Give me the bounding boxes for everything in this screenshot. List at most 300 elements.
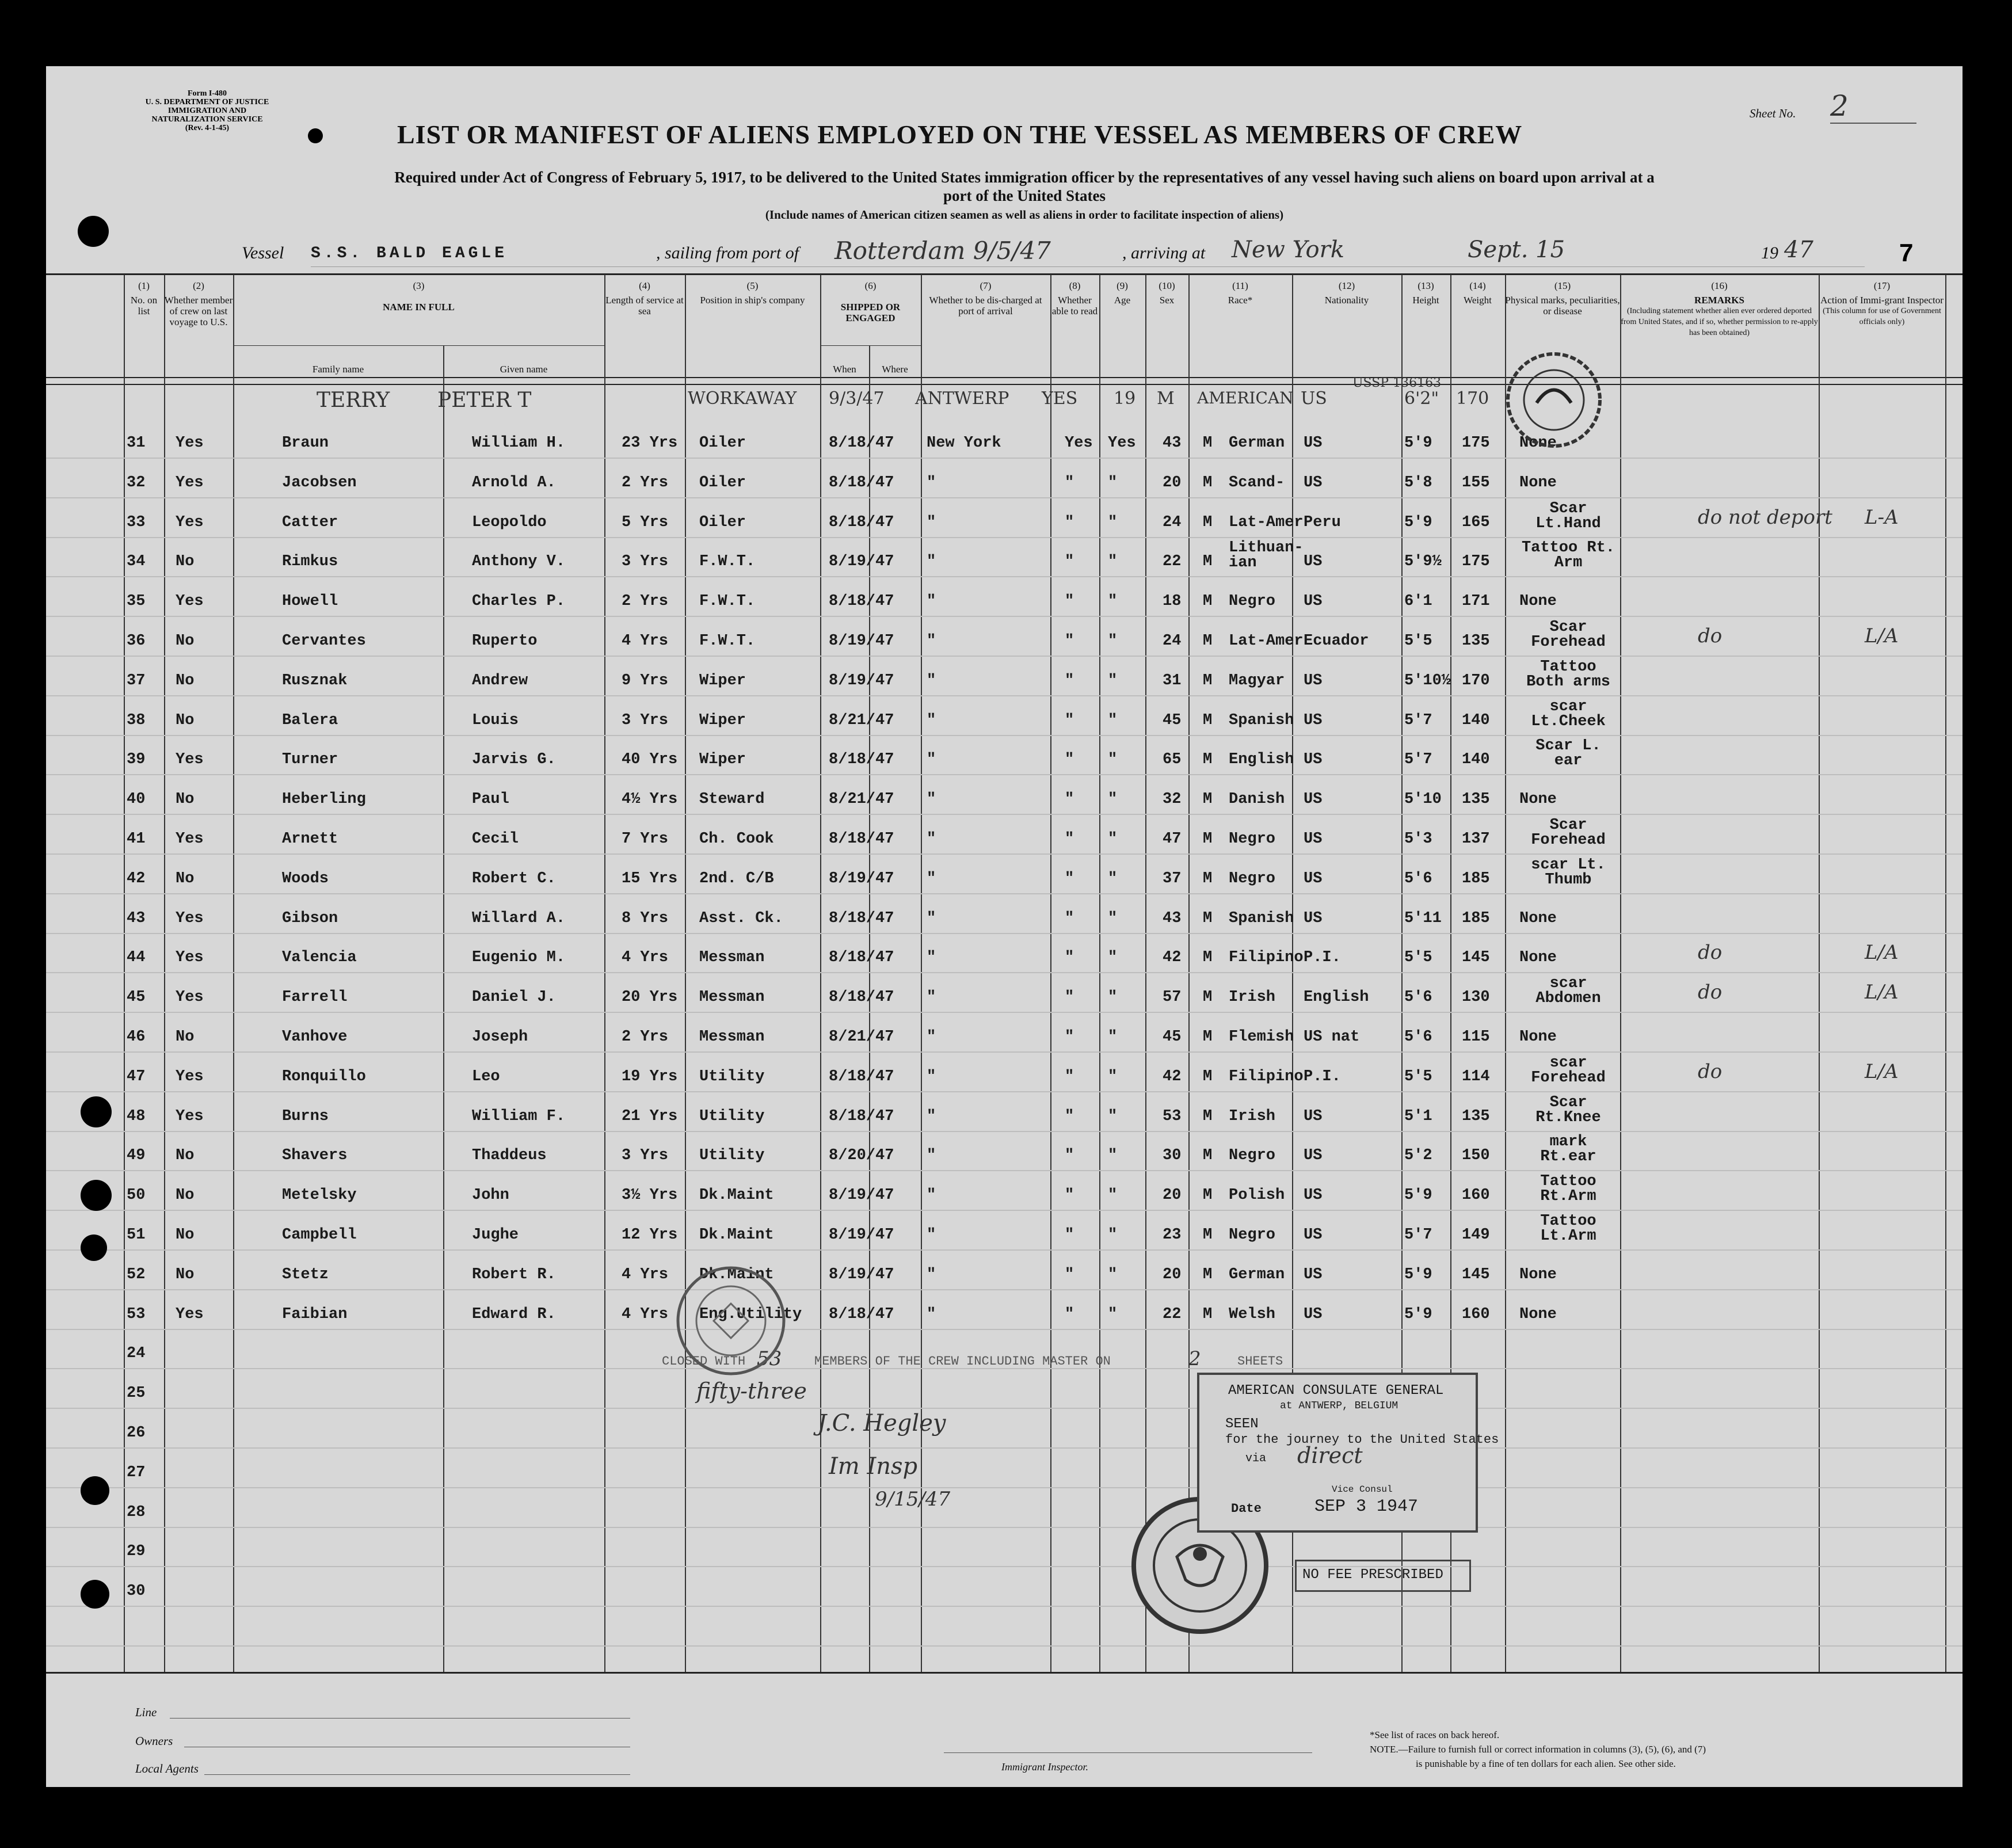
column-sublabel: (Including statement whether alien ever ordered deported from United States, and if so, whether permission to re-apply has been obtained): [1621, 307, 1818, 337]
nationality: US: [1304, 1266, 1323, 1283]
row-rule: [46, 1645, 1963, 1647]
column-number: (7): [980, 280, 992, 291]
shipped-when: 8/18/47: [829, 989, 894, 1007]
top-age: 19: [1114, 388, 1136, 409]
column-number: (17): [1873, 280, 1891, 291]
shipped-when: 8/18/47: [829, 751, 894, 769]
height: 5'1: [1404, 1107, 1432, 1125]
column-header: [1188, 280, 1292, 306]
race: Scand-: [1229, 474, 1285, 491]
form-id-block: [132, 89, 282, 132]
shipped-when: 8/18/47: [829, 909, 894, 927]
given-name: Leopoldo: [472, 513, 547, 531]
service: IMMIGRATION AND NATURALIZATION SERVICE: [151, 106, 263, 124]
service-length: 4 Yrs: [622, 1305, 669, 1323]
shipped-where: ": [927, 909, 936, 927]
last-voyage: No: [176, 711, 195, 729]
position: Dk.Maint: [699, 1266, 774, 1283]
row-number: 41: [127, 830, 146, 848]
age: 65: [1163, 751, 1182, 769]
able-to-read: ": [1108, 791, 1118, 809]
table-row: [46, 539, 1963, 593]
age: 45: [1163, 711, 1182, 729]
column-number: (6): [864, 280, 877, 291]
punch-dot: [308, 128, 323, 143]
discharged: ": [1065, 553, 1074, 571]
service-length: 7 Yrs: [622, 830, 669, 848]
row-rule: [46, 1487, 1963, 1488]
age: 43: [1163, 909, 1182, 927]
nationality: US: [1304, 1226, 1323, 1244]
shipped-when: 8/19/47: [829, 1266, 894, 1283]
column-number: (11): [1232, 280, 1248, 291]
height: 5'7: [1404, 751, 1432, 769]
weight: 185: [1462, 870, 1490, 887]
shipped-where: ": [927, 791, 936, 809]
physical-marks: Tattoo Rt. Arm: [1521, 539, 1615, 572]
height: 6'1: [1404, 593, 1432, 611]
family-name: Ronquillo: [282, 1068, 366, 1085]
binder-hole: [81, 1234, 107, 1261]
weight: 135: [1462, 791, 1490, 809]
column-sublabel: Family name: [312, 364, 364, 375]
shipped-where: New York: [927, 435, 1001, 452]
stamp-date-label: Date: [1231, 1502, 1262, 1516]
remarks: do: [1698, 624, 1723, 647]
height: 5'5: [1404, 632, 1432, 650]
physical-marks: None: [1519, 474, 1557, 491]
shipped-when: 8/18/47: [829, 1068, 894, 1085]
nationality: US: [1304, 1107, 1323, 1125]
given-name: Andrew: [472, 672, 528, 689]
last-voyage: Yes: [176, 830, 204, 848]
service-length: 40 Yrs: [622, 751, 678, 769]
nationality: US: [1304, 1187, 1323, 1205]
given-name: Jughe: [472, 1226, 519, 1244]
race: Negro: [1229, 870, 1276, 887]
column-header: [124, 280, 164, 317]
family-name: Gibson: [282, 909, 338, 927]
inspector-action: L-A: [1865, 505, 1899, 529]
nationality: English: [1304, 989, 1369, 1007]
table-row: [46, 817, 1963, 870]
top-when: 9/3/47: [829, 388, 885, 409]
physical-marks: Scar Forehead: [1531, 619, 1606, 651]
last-voyage: Yes: [176, 1068, 204, 1085]
column-header: [1401, 280, 1450, 306]
sex: M: [1203, 513, 1213, 531]
sheet-label: Sheet No.: [1750, 106, 1796, 120]
column-label: Sex: [1159, 295, 1175, 306]
race: Negro: [1229, 593, 1276, 611]
row-number: 42: [127, 870, 146, 887]
row-number: 39: [127, 751, 146, 769]
weight: 150: [1462, 1147, 1490, 1165]
family-name: Rusznak: [282, 672, 348, 689]
able-to-read: ": [1108, 870, 1118, 887]
service-length: 15 Yrs: [622, 870, 678, 887]
discharged: ": [1065, 1187, 1074, 1205]
height: 5'6: [1404, 1028, 1432, 1046]
age: 20: [1163, 1187, 1182, 1205]
height: 5'10½: [1404, 672, 1451, 689]
column-label: Age: [1114, 295, 1131, 306]
discharged: ": [1065, 1028, 1074, 1046]
sheets-count: 2: [1188, 1347, 1201, 1370]
position: 2nd. C/B: [699, 870, 774, 887]
required-line-2: port of the United States: [943, 187, 1106, 204]
given-name: Anthony V.: [472, 553, 566, 571]
shipped-where: ": [927, 1226, 936, 1244]
race: Polish: [1229, 1187, 1285, 1205]
service-length: 4½ Yrs: [622, 791, 678, 809]
physical-marks: scar Lt.Cheek: [1531, 698, 1606, 730]
inspector-action: L/A: [1865, 624, 1899, 647]
nationality: US: [1304, 1147, 1323, 1165]
nationality: US nat: [1304, 1028, 1360, 1046]
given-name: Willard A.: [472, 909, 566, 927]
sex: M: [1203, 989, 1213, 1007]
weight: 170: [1462, 672, 1490, 689]
table-row: [46, 658, 1963, 712]
able-to-read: ": [1108, 909, 1118, 927]
top-entry-row: [46, 376, 1963, 423]
shipped-when: 8/18/47: [829, 1305, 894, 1323]
given-name: Edward R.: [472, 1305, 556, 1323]
service-length: 12 Yrs: [622, 1226, 678, 1244]
row-number: 37: [127, 672, 146, 689]
age: 37: [1163, 870, 1182, 887]
table-row: [46, 910, 1963, 950]
family-name: Burns: [282, 1107, 329, 1125]
column-sublabel: (This column for use of Government officials only): [1823, 307, 1941, 326]
family-name: Howell: [282, 593, 338, 611]
sheets-label: SHEETS: [1237, 1354, 1283, 1369]
family-name: Metelsky: [282, 1187, 357, 1205]
physical-marks: Scar L. ear: [1535, 737, 1601, 770]
able-to-read: ": [1108, 830, 1118, 848]
row-number: 36: [127, 632, 146, 650]
discharged: ": [1065, 870, 1074, 887]
column-header: [1819, 280, 1945, 327]
column-header: [1505, 280, 1620, 317]
empty-row-number: 26: [127, 1424, 146, 1442]
sex: M: [1203, 830, 1213, 848]
empty-row-number: 28: [127, 1503, 146, 1521]
position: Eng.Utility: [699, 1305, 802, 1323]
empty-row-number: 27: [127, 1464, 146, 1481]
column-label: Race*: [1228, 295, 1253, 306]
stamp-journey: for the journey to the United States: [1225, 1432, 1499, 1447]
family-name: Braun: [282, 435, 329, 452]
row-number: 40: [127, 791, 146, 809]
age: 20: [1163, 474, 1182, 491]
discharged: ": [1065, 830, 1074, 848]
sex: M: [1203, 672, 1213, 689]
height: 5'7: [1404, 1226, 1432, 1244]
service-length: 20 Yrs: [622, 989, 678, 1007]
height: 5'9: [1404, 513, 1432, 531]
service-length: 4 Yrs: [622, 632, 669, 650]
family-name: Stetz: [282, 1266, 329, 1283]
column-label: Action of Immi-grant Inspector: [1820, 295, 1944, 306]
given-name: Cecil: [472, 830, 519, 848]
required-line-1: Required under Act of Congress of February 5, 1917, to be delivered to the United States immigration officer by the representatives of any vessel having such aliens on board upon arrival at a: [394, 169, 1655, 186]
discharged: ": [1065, 751, 1074, 769]
weight: 140: [1462, 751, 1490, 769]
consulate-seal-upper: [673, 1263, 788, 1378]
last-voyage: No: [176, 1147, 195, 1165]
row-rule: [46, 1447, 1963, 1449]
row-number: 47: [127, 1068, 146, 1085]
last-voyage: No: [176, 632, 195, 650]
service-length: 3 Yrs: [622, 553, 669, 571]
physical-marks: None: [1519, 909, 1557, 927]
race: Flemish: [1229, 1028, 1294, 1046]
footer-owners-label: Owners: [135, 1734, 173, 1748]
position: F.W.T.: [699, 632, 756, 650]
last-voyage: Yes: [176, 989, 204, 1007]
column-sublabel: When: [833, 364, 856, 375]
sex: M: [1203, 1107, 1213, 1125]
sex: M: [1203, 632, 1213, 650]
column-number: (4): [639, 280, 650, 291]
column-header: [164, 280, 233, 327]
race: Negro: [1229, 830, 1276, 848]
given-name: Eugenio M.: [472, 949, 566, 967]
shipped-when: 8/18/47: [829, 830, 894, 848]
shipped-when: 8/18/47: [829, 513, 894, 531]
height: 5'2: [1404, 1147, 1432, 1165]
stamp-via-value: direct: [1297, 1443, 1363, 1468]
able-to-read: ": [1108, 593, 1118, 611]
service-length: 9 Yrs: [622, 672, 669, 689]
table-row: [46, 500, 1963, 554]
table-row: [46, 698, 1963, 752]
discharged: ": [1065, 1107, 1074, 1125]
shipped-when: 8/18/47: [829, 1107, 894, 1125]
physical-marks: None: [1519, 1266, 1557, 1283]
last-voyage: Yes: [176, 751, 204, 769]
nationality: P.I.: [1304, 1068, 1341, 1085]
given-name: Louis: [472, 711, 519, 729]
binder-hole: [81, 1580, 109, 1609]
shipped-where: ": [927, 474, 936, 491]
weight: 114: [1462, 1068, 1490, 1085]
family-name: Jacobsen: [282, 474, 357, 491]
table-row: [46, 1054, 1963, 1108]
nationality: US: [1304, 474, 1323, 491]
row-number: 33: [127, 513, 146, 531]
column-header: [820, 280, 921, 375]
last-voyage: No: [176, 791, 195, 809]
column-number: (8): [1069, 280, 1081, 291]
last-voyage: No: [176, 672, 195, 689]
given-name: William F.: [472, 1107, 566, 1125]
manifest-title: LIST OR MANIFEST OF ALIENS EMPLOYED ON THE VESSEL AS MEMBERS OF CREW: [397, 120, 1523, 149]
physical-marks: None: [1519, 791, 1557, 809]
position: Oiler: [699, 513, 746, 531]
sex: M: [1203, 1028, 1213, 1046]
arrival-date: Sept. 15: [1468, 237, 1565, 263]
age: 57: [1163, 989, 1182, 1007]
family-name: Valencia: [282, 949, 357, 967]
column-label: Position in ship's company: [700, 295, 805, 306]
inspector-signature-1: J.C. Hegley: [817, 1410, 946, 1437]
sex: M: [1203, 949, 1213, 967]
age: 22: [1163, 1305, 1182, 1323]
footer-note-1: *See list of races on back hereof.: [1370, 1729, 1500, 1740]
height: 5'10: [1404, 791, 1442, 809]
consulate-stamp: [1197, 1373, 1499, 1533]
able-to-read: ": [1108, 989, 1118, 1007]
column-number: (1): [138, 280, 150, 291]
row-number: 48: [127, 1107, 146, 1125]
column-header: [1450, 280, 1505, 306]
height: 5'11: [1404, 909, 1442, 927]
family-name: Woods: [282, 870, 329, 887]
sex: M: [1203, 1226, 1213, 1244]
family-name: Shavers: [282, 1147, 348, 1165]
nationality: P.I.: [1304, 949, 1341, 967]
last-voyage: No: [176, 870, 195, 887]
weight: 149: [1462, 1226, 1490, 1244]
table-row: [46, 1213, 1963, 1266]
top-race: AMERICAN: [1197, 388, 1294, 407]
able-to-read: ": [1108, 672, 1118, 689]
able-to-read: ": [1108, 632, 1118, 650]
shipped-when: 8/19/47: [829, 632, 894, 650]
height: 5'9: [1404, 1266, 1432, 1283]
column-number: (15): [1554, 280, 1571, 291]
remarks: do not deport: [1698, 505, 1832, 529]
closed-count: 53: [757, 1347, 782, 1370]
service-length: 4 Yrs: [622, 949, 669, 967]
shipped-when: 8/19/47: [829, 870, 894, 887]
physical-marks: None: [1519, 1305, 1557, 1323]
shipped-where: ": [927, 711, 936, 729]
row-number: 32: [127, 474, 146, 491]
inspector-action: L/A: [1865, 981, 1899, 1004]
department: U. S. DEPARTMENT OF JUSTICE: [145, 98, 269, 106]
table-row: [46, 1093, 1963, 1148]
column-number: (5): [746, 280, 759, 291]
age: 45: [1163, 1028, 1182, 1046]
given-name: Leo: [472, 1068, 500, 1085]
position: Wiper: [699, 672, 746, 689]
shipped-where: ": [927, 593, 936, 611]
weight: 160: [1462, 1187, 1490, 1205]
top-nationality: US: [1301, 388, 1327, 409]
arriving-label: , arriving at: [1122, 243, 1206, 262]
height: 5'6: [1404, 870, 1432, 887]
top-read: YES: [1042, 388, 1078, 409]
row-number: 46: [127, 1028, 146, 1046]
given-name: Ruperto: [472, 632, 538, 650]
row-rule: [46, 1408, 1963, 1409]
discharged: ": [1065, 989, 1074, 1007]
column-header: [1050, 280, 1099, 317]
height: 5'5: [1404, 949, 1432, 967]
sheet-number: 2: [1830, 89, 1916, 124]
shipped-where: ": [927, 1068, 936, 1085]
column-header: [1292, 280, 1401, 306]
age: 24: [1163, 513, 1182, 531]
shipped-where: ": [927, 1266, 936, 1283]
physical-marks: scar Lt. Thumb: [1531, 856, 1606, 889]
shipped-where: ": [927, 1305, 936, 1323]
top-position: WORKAWAY: [688, 388, 797, 409]
service-length: 8 Yrs: [622, 909, 669, 927]
table-row: [46, 1266, 1963, 1306]
column-number: (12): [1338, 280, 1355, 291]
discharged: ": [1065, 1147, 1074, 1165]
physical-marks: Tattoo Lt.Arm: [1540, 1213, 1596, 1245]
column-number: (10): [1159, 280, 1175, 291]
service-length: 4 Yrs: [622, 1266, 669, 1283]
shipped-where: ": [927, 513, 936, 531]
physical-marks: None: [1519, 1028, 1557, 1046]
race: Irish: [1229, 989, 1276, 1007]
footer-line-label: Line: [135, 1705, 157, 1719]
discharged: ": [1065, 593, 1074, 611]
column-label: Length of service at sea: [605, 295, 684, 317]
physical-marks: Scar Forehead: [1531, 817, 1606, 849]
last-voyage: No: [176, 553, 195, 571]
table-row: [46, 791, 1963, 830]
antwerp-stamp-top: [1502, 348, 1606, 452]
height: 5'9: [1404, 1187, 1432, 1205]
row-number: 50: [127, 1187, 146, 1205]
position: Utility: [699, 1107, 765, 1125]
race: Lat-Amer: [1229, 513, 1304, 531]
column-label: Whether to be dis-charged at port of arrival: [929, 295, 1042, 317]
sex: M: [1203, 1266, 1213, 1283]
position: Ch. Cook: [699, 830, 774, 848]
table-row: [46, 474, 1963, 514]
row-number: 31: [127, 435, 146, 452]
vessel-line: [242, 239, 1934, 268]
last-voyage: Yes: [176, 1305, 204, 1323]
weight: 145: [1462, 949, 1490, 967]
nationality: US: [1304, 1305, 1323, 1323]
signature-date: 9/15/47: [875, 1488, 951, 1511]
row-rule: [46, 1606, 1963, 1607]
column-label: Nationality: [1324, 295, 1369, 306]
position: Steward: [699, 791, 765, 809]
required-line-3: (Include names of American citizen seamen as well as aliens in order to facilitate inspection of aliens): [765, 208, 1284, 222]
position: Dk.Maint: [699, 1226, 774, 1244]
last-voyage: No: [176, 1187, 195, 1205]
height: 5'9½: [1404, 553, 1442, 571]
nationality: Peru: [1304, 513, 1341, 531]
shipped-when: 8/19/47: [829, 672, 894, 689]
age: 22: [1163, 553, 1182, 571]
height: 5'6: [1404, 989, 1432, 1007]
footer-agents-label: Local Agents: [135, 1762, 199, 1775]
given-name: Paul: [472, 791, 509, 809]
family-name: Faibian: [282, 1305, 348, 1323]
service-length: 5 Yrs: [622, 513, 669, 531]
header-subrule: [820, 345, 921, 346]
given-name: John: [472, 1187, 509, 1205]
shipped-where: ": [927, 989, 936, 1007]
shipped-when: 8/20/47: [829, 1147, 894, 1165]
discharged: ": [1065, 909, 1074, 927]
service-length: 2 Yrs: [622, 474, 669, 491]
nationality: US: [1304, 672, 1323, 689]
row-number: 43: [127, 909, 146, 927]
